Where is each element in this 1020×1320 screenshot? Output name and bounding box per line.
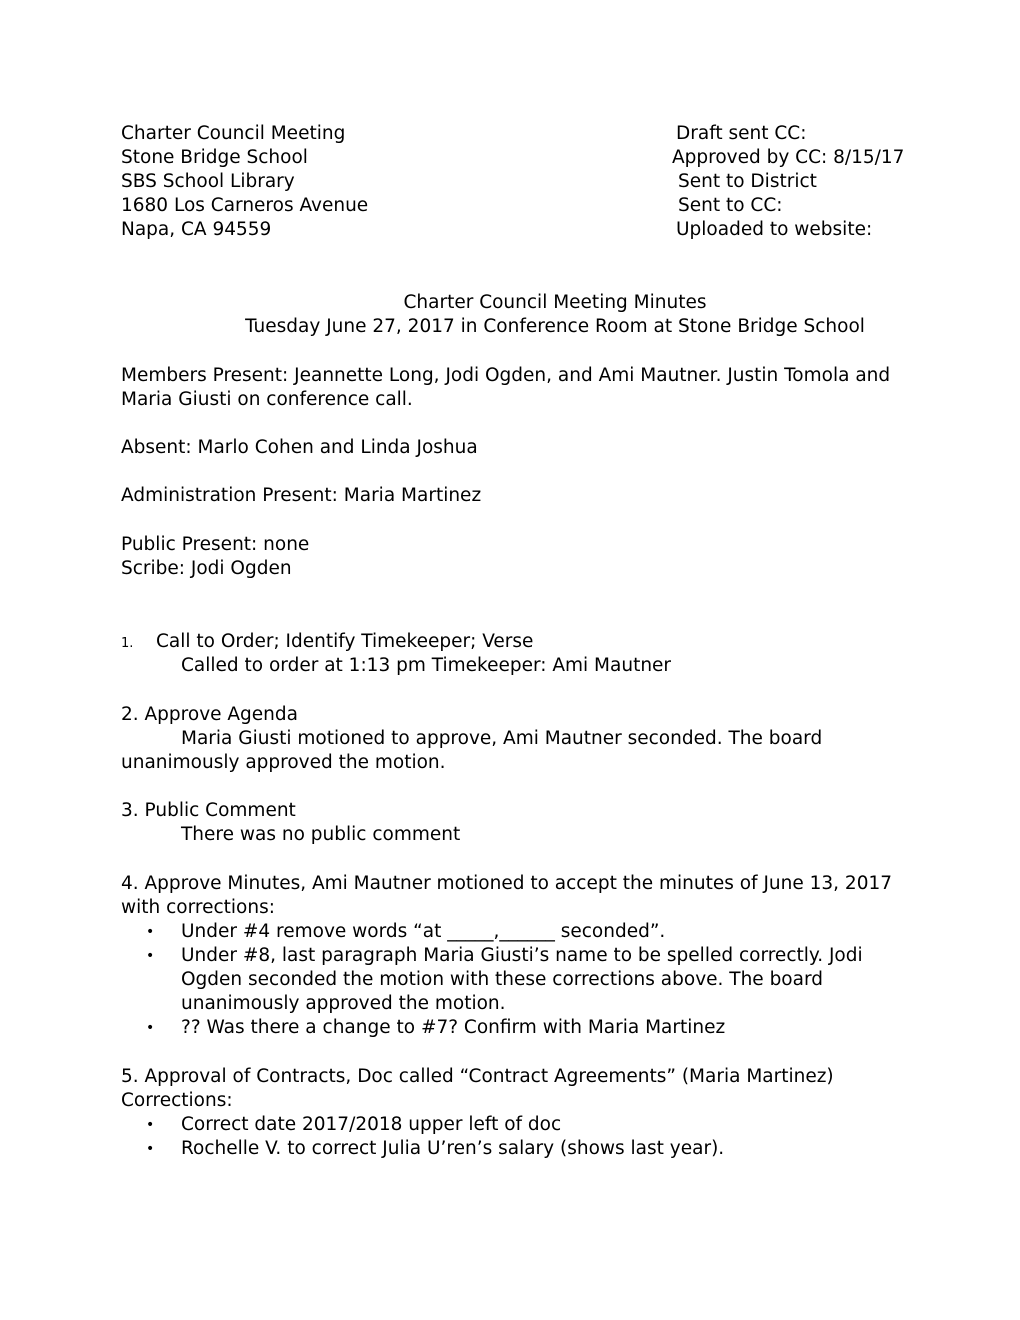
item-5-line-2: Corrections: — [121, 1090, 233, 1111]
header-right-uploaded: Uploaded to website: — [676, 219, 873, 240]
item-2-body-line-2: unanimously approved the motion. — [121, 752, 446, 773]
bullet-icon: • — [146, 1141, 155, 1157]
item-2-title: 2. Approve Agenda — [121, 704, 298, 725]
bullet-icon: • — [146, 1020, 155, 1036]
page-title: Charter Council Meeting Minutes — [403, 292, 707, 313]
scribe-line: Scribe: Jodi Ogden — [121, 558, 292, 579]
bullet-icon: • — [146, 1117, 155, 1133]
header-left-line-2: Stone Bridge School — [121, 147, 308, 168]
absent-line: Absent: Marlo Cohen and Linda Joshua — [121, 437, 478, 458]
item-5-line-1: 5. Approval of Contracts, Doc called “Contract Agreements” (Maria Martinez) — [121, 1066, 834, 1087]
header-left-line-5: Napa, CA 94559 — [121, 219, 272, 240]
administration-line: Administration Present: Maria Martinez — [121, 485, 482, 506]
bullet-icon: • — [146, 924, 155, 940]
item-4-line-2: with corrections: — [121, 897, 275, 918]
item-5-bullet-1: Correct date 2017/2018 upper left of doc — [181, 1114, 562, 1135]
header-right-draft: Draft sent CC: — [676, 123, 807, 144]
item-1-number: 1. — [121, 636, 134, 651]
members-present-line-1: Members Present: Jeannette Long, Jodi Ogden, and Ami Mautner. Justin Tomola and — [121, 365, 891, 386]
item-2-body-line-1: Maria Giusti motioned to approve, Ami Mautner seconded. The board — [181, 728, 823, 749]
item-5-bullet-2: Rochelle V. to correct Julia U’ren’s salary (shows last year). — [181, 1138, 725, 1159]
header-left-line-3: SBS School Library — [121, 171, 295, 192]
item-4-bullet-2-line-2: Ogden seconded the motion with these corrections above. The board — [181, 969, 823, 990]
item-4-line-1: 4. Approve Minutes, Ami Mautner motioned to accept the minutes of June 13, 2017 — [121, 873, 893, 894]
public-present-line: Public Present: none — [121, 534, 310, 555]
header-right-district: Sent to District — [678, 171, 817, 192]
header-right-approved: Approved by CC: 8/15/17 — [672, 147, 905, 168]
page-subtitle: Tuesday June 27, 2017 in Conference Room at Stone Bridge School — [245, 316, 865, 337]
header-right-sent-cc: Sent to CC: — [678, 195, 783, 216]
header-left-line-1: Charter Council Meeting — [121, 123, 346, 144]
item-1-body: Called to order at 1:13 pm Timekeeper: Ami Mautner — [181, 655, 672, 676]
bullet-icon: • — [146, 948, 155, 964]
members-present-line-2: Maria Giusti on conference call. — [121, 389, 413, 410]
header-left-line-4: 1680 Los Carneros Avenue — [121, 195, 369, 216]
item-4-bullet-2-line-3: unanimously approved the motion. — [181, 993, 506, 1014]
item-1-title: Call to Order; Identify Timekeeper; Verse — [156, 631, 534, 652]
item-3-title: 3. Public Comment — [121, 800, 296, 821]
item-4-bullet-1: Under #4 remove words “at _____,______ seconded”. — [181, 921, 666, 942]
item-4-bullet-2-line-1: Under #8, last paragraph Maria Giusti’s name to be spelled correctly. Jodi — [181, 945, 863, 966]
item-4-bullet-3: ?? Was there a change to #7? Confirm with Maria Martinez — [181, 1017, 726, 1038]
item-3-body: There was no public comment — [181, 824, 461, 845]
